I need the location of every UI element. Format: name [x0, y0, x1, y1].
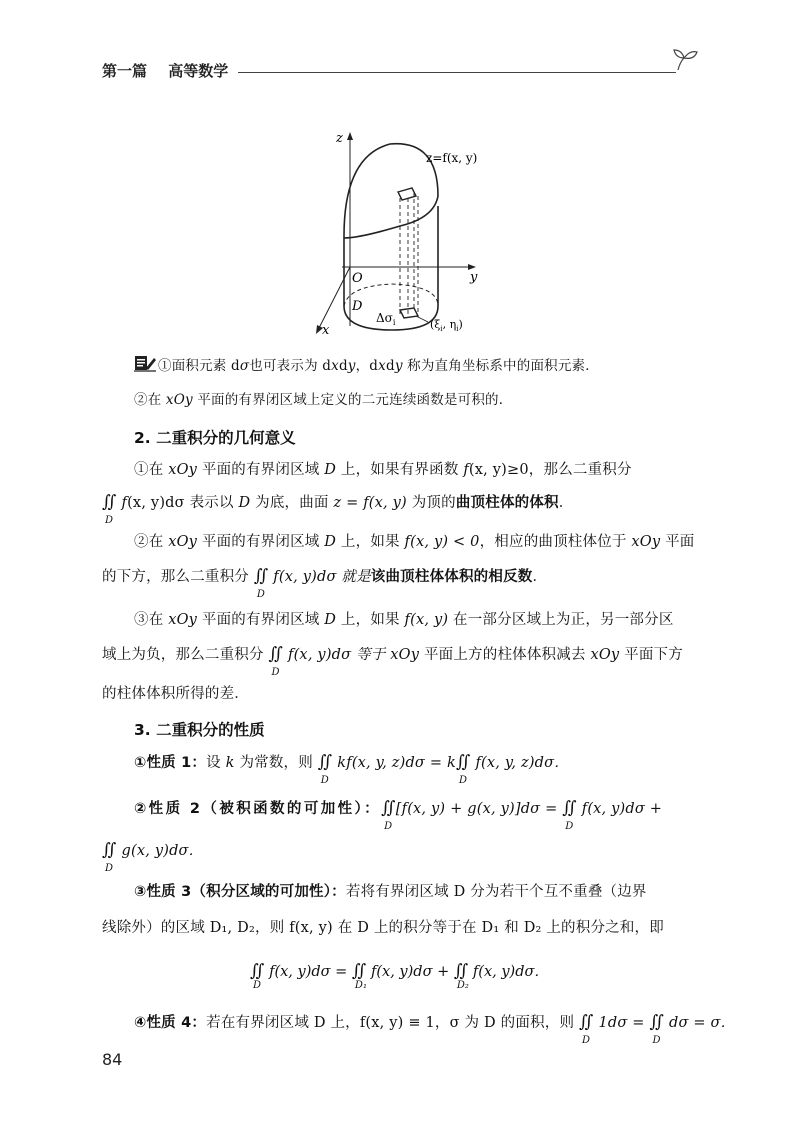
note-line-2: ②在 xOy 平面的有界闭区域上定义的二元连续函数是可积的． [134, 392, 513, 408]
note-pencil-icon [134, 354, 156, 372]
running-header [102, 60, 228, 81]
s2-p3-line3: 的柱体体积所得的差． [102, 686, 249, 702]
header-title: 高等数学 [168, 62, 229, 80]
fig-label-dsigma: $\Delta\sigma_i$ [376, 311, 396, 327]
fig-label-z: z [336, 131, 343, 146]
property-2-line2: ∬ D g(x, y)dσ． [102, 840, 204, 874]
page-number: 84 [102, 1050, 123, 1069]
property-2-line1: ②性质 2（被积函数的可加性）：∬ D [f(x, y) + g(x, y)]dσ = ∬ D f(x, y)dσ + [134, 798, 663, 832]
property-4: ④性质 4：若在有界闭区域 D 上，f(x, y) ≡ 1，σ 为 D 的面积，则 ∬ D 1dσ = ∬ D dσ = σ． [134, 1012, 736, 1046]
s2-p2-line1: ②在 xOy 平面的有界闭区域 D 上，如果 f(x, y) < 0，相应的曲顶柱体位于 xOy 平面 [134, 534, 695, 550]
sprout-icon [670, 42, 700, 72]
property-1: ①性质 1：设 k 为常数，则 ∬ D kf(x, y, z)dσ = k∬ D f(x, y, z)dσ． [134, 752, 569, 786]
fig-label-surface: z=f(x, y) [426, 151, 478, 165]
fig-label-y: y [470, 270, 478, 285]
s2-p1-line2: ∬ D f(x, y)dσ 表示以 D 为底，曲面 z = f(x, y) 为顶的曲顶柱体的体积． [102, 492, 574, 526]
s2-p2-line2: 的下方，那么二重积分 ∬ D f(x, y)dσ 就是该曲顶柱体体积的相反数． [102, 566, 548, 600]
s2-p3-line1: ③在 xOy 平面的有界闭区域 D 上，如果 f(x, y) 在一部分区域上为正，另一部分区 [134, 612, 674, 628]
cylinder-figure [300, 126, 510, 336]
fig-label-D: D [352, 299, 363, 314]
section-3-heading: 3. 二重积分的性质 [134, 721, 265, 739]
header-chapter: 第一篇 [102, 62, 148, 80]
fig-label-x: x [322, 323, 330, 336]
property-3-line2: 线除外）的区域 D₁, D₂，则 f(x, y) 在 D 上的积分等于在 D₁ 和 D₂ 上的积分之和，即 [102, 920, 664, 936]
header-rule [238, 72, 676, 73]
note-line-1: ①面积元素 dσ也可表示为 dxdy，dxdy 称为直角坐标系中的面积元素． [158, 358, 599, 374]
s2-p1-line1: ①在 xOy 平面的有界闭区域 D 上，如果有界函数 f(x, y)≥0，那么二重积分 [134, 462, 632, 478]
s2-p3-line2: 域上为负，那么二重积分 ∬ D f(x, y)dσ 等于 xOy 平面上方的柱体体积减去 xOy 平面下方 [102, 644, 683, 678]
fig-label-origin: O [352, 271, 363, 286]
property-3-line1: ③性质 3（积分区域的可加性）：若将有界闭区域 D 分为若干个互不重叠（边界 [134, 884, 647, 900]
fig-label-point: ($\xi_i$, $\eta_i$) [430, 318, 463, 333]
additivity-equation: ∬ D f(x, y)dσ = ∬ D₁ f(x, y)dσ + ∬ D₂ f(x, y)dσ． [250, 961, 549, 991]
section-2-heading: 2. 二重积分的几何意义 [134, 429, 296, 447]
